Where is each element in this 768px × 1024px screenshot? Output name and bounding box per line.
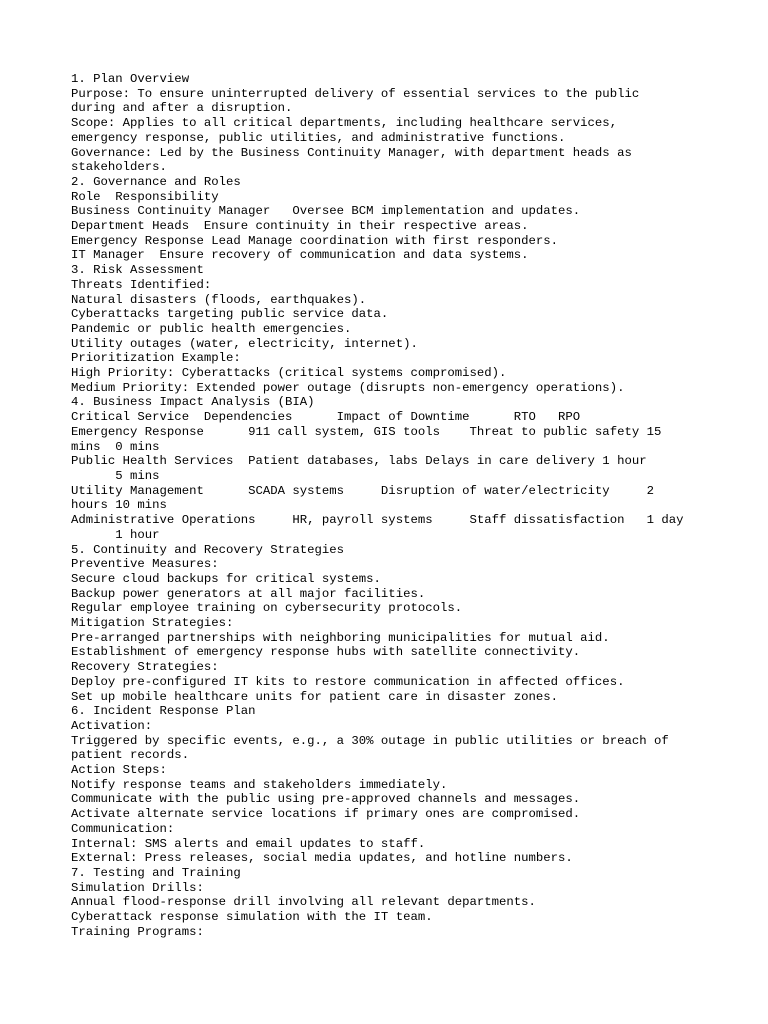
document-line: emergency response, public utilities, and administrative functions. (71, 130, 566, 145)
document-line: Preventive Measures: (71, 557, 219, 572)
document-line: IT Manager Ensure recovery of communication and data systems. (71, 248, 529, 263)
document-line: Prioritization Example: (71, 351, 241, 366)
document-line: 3. Risk Assessment (71, 263, 204, 278)
document-line: Pandemic or public health emergencies. (71, 321, 352, 336)
document-line: Set up mobile healthcare units for patient care in disaster zones. (71, 689, 559, 704)
document-line: 6. Incident Response Plan (71, 704, 256, 719)
document-line: Natural disasters (floods, earthquakes). (71, 292, 367, 307)
document-line: Regular employee training on cybersecurity protocols. (71, 601, 463, 616)
document-line: Secure cloud backups for critical systems. (71, 571, 381, 586)
document-line: 5 mins (71, 468, 160, 483)
document-line: Training Programs: (71, 924, 204, 939)
document-line: Utility outages (water, electricity, internet). (71, 336, 418, 351)
document-line: Emergency Response 911 call system, GIS tools Threat to public safety 15 (71, 424, 662, 439)
document-body (71, 72, 731, 939)
document-line: Recovery Strategies: (71, 660, 219, 675)
document-line: Pre-arranged partnerships with neighboring municipalities for mutual aid. (71, 630, 610, 645)
document-line: 5. Continuity and Recovery Strategies (71, 542, 345, 557)
document-line: Governance: Led by the Business Continuity Manager, with department heads as (71, 145, 632, 160)
document-line: Communicate with the public using pre-approved channels and messages. (71, 792, 581, 807)
document-line: Internal: SMS alerts and email updates to staff. (71, 836, 426, 851)
document-line: Notify response teams and stakeholders immediately. (71, 777, 448, 792)
document-line: Utility Management SCADA systems Disruption of water/electricity 2 (71, 483, 654, 498)
document-line: 4. Business Impact Analysis (BIA) (71, 395, 315, 410)
document-line: 1 hour (71, 527, 160, 542)
document-line: 1. Plan Overview (71, 72, 190, 86)
document-line: Threats Identified: (71, 277, 212, 292)
document-line: Emergency Response Lead Manage coordination with first responders. (71, 233, 559, 248)
document-line: Activation: (71, 718, 153, 733)
document-line: Mitigation Strategies: (71, 616, 234, 631)
document-line: Scope: Applies to all critical departments, including healthcare services, (71, 116, 618, 131)
document-line: Critical Service Dependencies Impact of Downtime RTO RPO (71, 410, 581, 425)
document-line: Cyberattacks targeting public service data. (71, 307, 389, 322)
document-line: Public Health Services Patient databases, labs Delays in care delivery 1 hour (71, 454, 647, 469)
document-line: Action Steps: (71, 763, 167, 778)
document-line: External: Press releases, social media updates, and hotline numbers. (71, 851, 573, 866)
document-line: Triggered by specific events, e.g., a 30% outage in public utilities or breach of (71, 733, 669, 748)
document-line: during and after a disruption. (71, 101, 293, 116)
document-line: Cyberattack response simulation with the IT team. (71, 910, 433, 925)
document-line: Backup power generators at all major facilities. (71, 586, 426, 601)
document-line: Establishment of emergency response hubs with satellite connectivity. (71, 645, 581, 660)
document-line: Deploy pre-configured IT kits to restore communication in affected offices. (71, 674, 625, 689)
document-line: Role Responsibility (71, 189, 219, 204)
document-line: patient records. (71, 748, 190, 763)
document-line: hours 10 mins (71, 498, 167, 513)
document-line: Communication: (71, 821, 175, 836)
document-line: Purpose: To ensure uninterrupted delivery of essential services to the public (71, 86, 640, 101)
document-line: Medium Priority: Extended power outage (disrupts non-emergency operations). (71, 380, 625, 395)
document-line: stakeholders. (71, 160, 167, 175)
document-line: 7. Testing and Training (71, 865, 241, 880)
document-line: Administrative Operations HR, payroll systems Staff dissatisfaction 1 day (71, 513, 684, 528)
document-line: Business Continuity Manager Oversee BCM implementation and updates. (71, 204, 581, 219)
document-line: mins 0 mins (71, 439, 160, 454)
document-line: Simulation Drills: (71, 880, 204, 895)
document-line: Department Heads Ensure continuity in their respective areas. (71, 219, 529, 234)
document-line: Activate alternate service locations if primary ones are compromised. (71, 807, 581, 822)
document-line: Annual flood-response drill involving all relevant departments. (71, 895, 536, 910)
document-line: High Priority: Cyberattacks (critical systems compromised). (71, 366, 507, 381)
document-line: 2. Governance and Roles (71, 174, 241, 189)
